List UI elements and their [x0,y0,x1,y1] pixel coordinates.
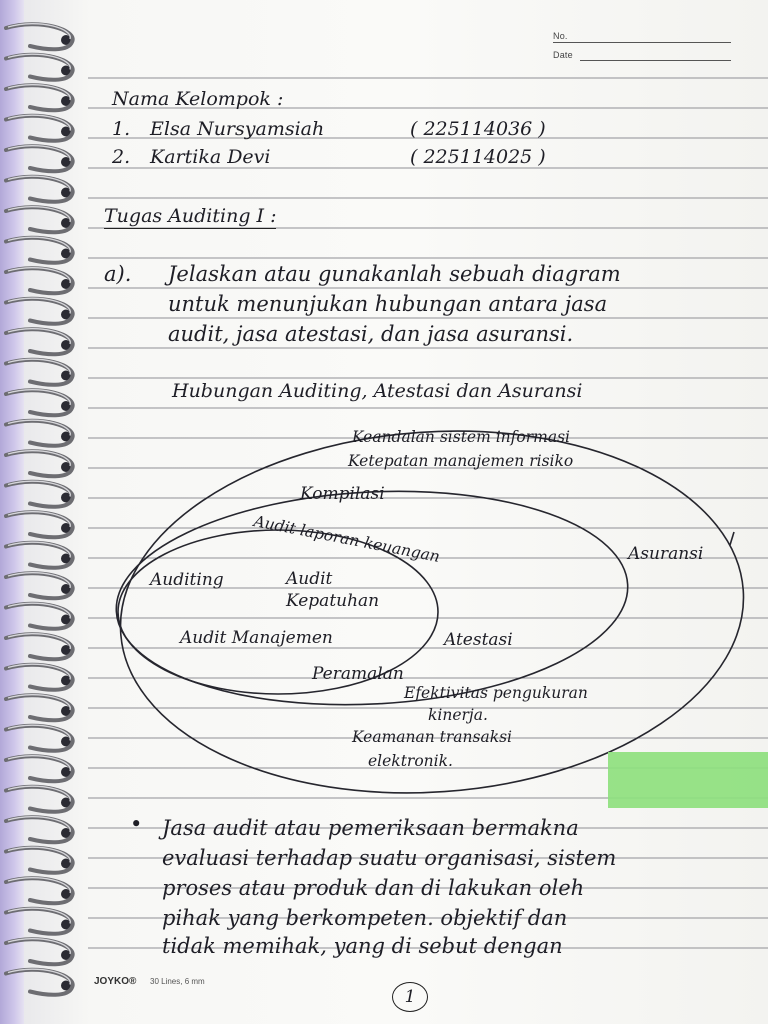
body-line-4: pihak yang berkompeten. objektif dan [162,906,568,930]
auditing-label: Auditing [150,570,224,590]
inner-item-audit-kepatuhan: Audit Kepatuhan [286,569,380,611]
member-2-index: 2. [112,146,131,168]
sticky-note [608,752,768,808]
header-no-label: No. [553,31,568,41]
member-2-name: Kartika Devi [150,146,271,168]
outer-item-1: Keandalan sistem informasi [352,428,570,446]
bottom-item-4: elektronik. [368,752,453,770]
member-1-id: ( 225114036 ) [410,118,546,140]
inner-item-audit-manajemen: Audit Manajemen [180,628,333,648]
body-bullet: • [130,812,143,836]
body-line-2: evaluasi terhadap suatu organisasi, sistem [162,846,617,870]
bottom-item-2: kinerja. [428,706,488,724]
member-1-name: Elsa Nursyamsiah [150,118,325,140]
question-line-1: Jelaskan atau gunakanlah sebuah diagram [168,262,621,286]
asuransi-tick-mark [730,532,734,545]
question-label: a). [104,262,132,286]
question-line-3: audit, jasa atestasi, dan jasa asuransi. [168,322,574,346]
outer-item-2: Ketepatan manajemen risiko [348,452,574,470]
bottom-item-3: Keamanan transaksi [352,728,513,746]
body-line-3: proses atau produk dan di lakukan oleh [162,876,585,900]
bottom-item-1: Efektivitas pengukuran [404,684,588,702]
member-1-index: 1. [112,118,131,140]
atestasi-label: Atestasi [444,630,513,650]
body-line-1: Jasa audit atau pemeriksaan bermakna [162,816,579,840]
curved-label-audit-laporan-keuangan: Audit laporan keuangan [252,512,442,566]
group-title: Nama Kelompok : [112,88,284,110]
header-date-label: Date [553,50,573,60]
body-line-5: tidak memihak, yang di sebut dengan [162,934,563,958]
paper-spec: 30 Lines, 6 mm [150,977,205,986]
question-line-2: untuk menunjukan hubungan antara jasa [168,292,608,316]
inner-item-peramalan: Peramalan [312,664,404,684]
brand-logo: JOYKO® [94,976,137,987]
middle-item-kompilasi: Kompilasi [300,484,385,504]
member-2-id: ( 225114025 ) [410,146,546,168]
diagram-title: Hubungan Auditing, Atestasi dan Asuransi [172,380,583,402]
page-number: 1 [392,982,428,1012]
assignment-title: Tugas Auditing I : [104,205,277,227]
asuransi-label: Asuransi [628,544,704,564]
